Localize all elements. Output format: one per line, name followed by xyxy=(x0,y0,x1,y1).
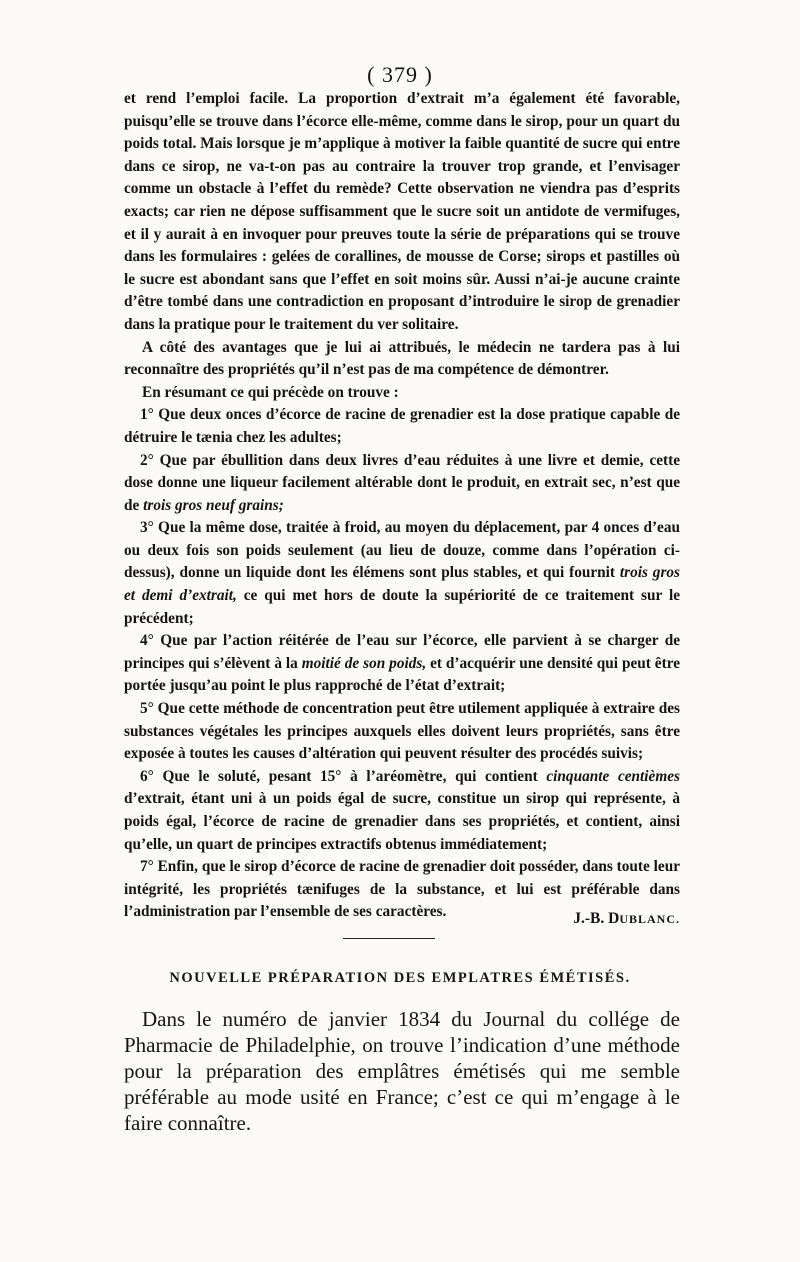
section-body xyxy=(124,1006,680,1136)
section-divider xyxy=(343,938,435,939)
summary-item-3: 3° Que la même dose, traitée à froid, au moyen du déplacement, par 4 onces d’eau ou deux fois son poids seulement (au lieu de douze, comme dans l’opération ci-dessus), donne un liquide dont les élémens sont plus stables, et qui fournit trois gros et demi d’extrait, ce qui met hors de doute la supériorité de ce traitement sur le précédent; xyxy=(124,519,680,627)
summary-item-6: 6° Que le soluté, pesant 15° à l’aréomètre, qui contient cinquante centièmes d’extrait, étant uni à un poids égal de sucre, constitue un sirop qui représente, à poids égal, l’écorce de racine de grenadier dans ses propriétés, et contient, ainsi qu’elle, un quart de principes extractifs obtenus immédiatement; xyxy=(124,767,680,853)
summary-item-2: 2° Que par ébullition dans deux livres d’eau réduites à une livre et demie, cette dose donne une liqueur facilement altérable dont le produit, en extrait sec, n’est que de trois gros neuf grains; xyxy=(124,451,680,514)
paragraph-advantages: A côté des avantages que je lui ai attribués, le médecin ne tardera pas à lui reconnaître des propriétés qu’il n’est pas de ma compétence de démontrer. xyxy=(124,338,680,379)
section-paragraph: Dans le numéro de janvier 1834 du Journal du collége de Pharmacie de Philadelphie, on trouve l’indication d’une méthode pour la préparation des emplâtres émétisés qui me semble préférable au mode usité en France; c’est ce qui m’engage à le faire connaître. xyxy=(124,1007,680,1135)
emphasis: trois gros et demi d’extrait, xyxy=(124,564,680,605)
emphasis: trois gros neuf grains; xyxy=(143,496,284,514)
page-number: ( 379 ) xyxy=(367,62,433,87)
emphasis: moitié de son poids, xyxy=(301,654,427,672)
summary-item-4: 4° Que par l’action réitérée de l’eau sur l’écorce, elle parvient à se charger de principes qui s’élèvent à la moitié de son poids, et d’acquérir une densité qui peut être portée jusqu’au point le plus rapproché de l’état d’extrait; xyxy=(124,632,680,695)
paragraph-continuation: et rend l’emploi facile. La proportion d’extrait m’a également été favorable, puisqu’elle se trouve dans l’écorce elle-même, comme dans le sirop, pour un quart du poids total. Mais lorsque je m’applique à motiver la faible quantité de sucre qui entre dans ce sirop, ne va-t-on pas au contraire la trouver trop grande, et l’envisager comme un obstacle à l’effet du remède? Cette observation ne viendra pas d’esprits exacts; car rien ne dépose suffisamment que le sucre soit un antidote de vermifuges, et il y aurait à en invoquer pour preuves toute la série de préparations qui se trouve dans les formulaires : gelées de corallines, de mousse de Corse; sirops et pastilles où le sucre est abondant sans que l’effet en soit moins sûr. Aussi n’ai-je aucune crainte d’être tombé dans une contradiction en proposant d’introduire le sirop de grenadier dans la pratique pour le traitement du ver solitaire. xyxy=(124,90,680,333)
paragraph-summary-intro: En résumant ce qui précède on trouve : xyxy=(142,383,399,401)
section-title: NOUVELLE PRÉPARATION DES EMPLATRES ÉMÉTISÉS. xyxy=(169,970,631,986)
article-body xyxy=(124,88,680,924)
summary-item-1: 1° Que deux onces d’écorce de racine de grenadier est la dose pratique capable de détruire le tænia chez les adultes; xyxy=(124,406,680,446)
summary-item-5: 5° Que cette méthode de concentration peut être utilement appliquée à extraire des substances végétales les principes auxquels elles doivent leurs propriétés, sans être exposée à toutes les causes d’altération qui peuvent résulter des procédés suivis; xyxy=(124,700,680,763)
summary-item-7: 7° Enfin, que le sirop d’écorce de racine de grenadier doit posséder, dans toute leur intégrité, les propriétés tænifuges de la substance, et lui est préférable dans l’administration par l’ensemble de ses caractères. xyxy=(124,858,680,921)
author-signature: J.-B. DUBLANC. xyxy=(573,910,680,927)
emphasis: cinquante centièmes xyxy=(546,767,680,785)
